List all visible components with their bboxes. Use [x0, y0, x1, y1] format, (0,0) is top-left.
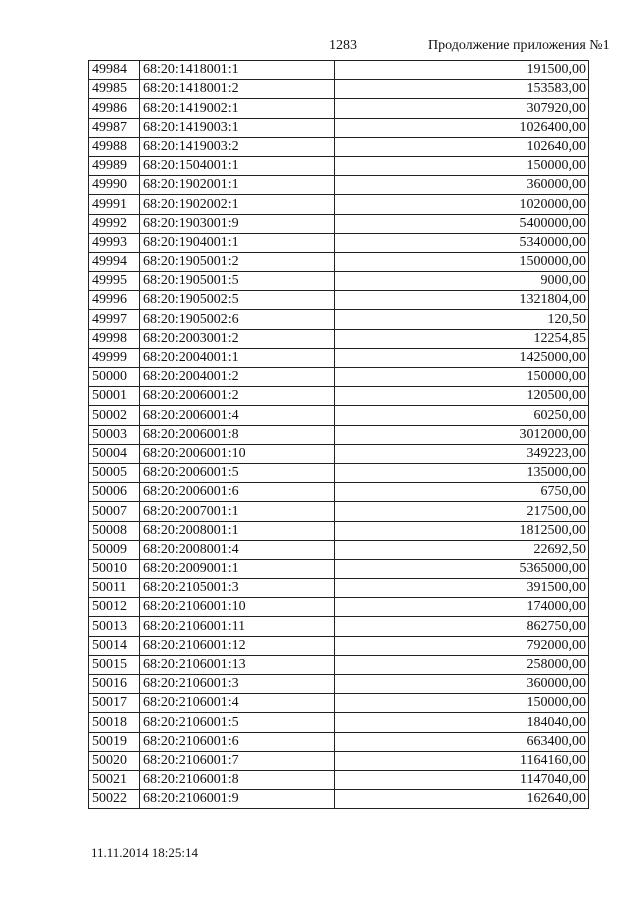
- row-number-cell: 50004: [89, 444, 140, 463]
- table-row: [89, 406, 589, 425]
- cadastral-number-cell: 68:20:1418001:2: [140, 80, 335, 99]
- row-number-cell: 50001: [89, 387, 140, 406]
- cadastral-number-cell: 68:20:2003001:2: [140, 329, 335, 348]
- value-cell: 60250,00: [335, 406, 589, 425]
- row-number-cell: 49984: [89, 61, 140, 80]
- cadastral-number-cell: 68:20:1903001:9: [140, 214, 335, 233]
- value-cell: 12254,85: [335, 329, 589, 348]
- row-number-cell: 50007: [89, 502, 140, 521]
- cadastral-number-cell: 68:20:2008001:1: [140, 521, 335, 540]
- value-cell: 6750,00: [335, 483, 589, 502]
- row-number-cell: 50010: [89, 559, 140, 578]
- table-row: [89, 444, 589, 463]
- cadastral-number-cell: 68:20:2106001:4: [140, 694, 335, 713]
- cadastral-number-cell: 68:20:2106001:9: [140, 790, 335, 809]
- cadastral-number-cell: 68:20:2004001:2: [140, 368, 335, 387]
- row-number-cell: 50020: [89, 751, 140, 770]
- table-row: [89, 368, 589, 387]
- table-row: [89, 387, 589, 406]
- cadastral-number-cell: 68:20:2106001:6: [140, 732, 335, 751]
- value-cell: 150000,00: [335, 694, 589, 713]
- cadastral-number-cell: 68:20:2106001:12: [140, 636, 335, 655]
- cadastral-number-cell: 68:20:1904001:1: [140, 233, 335, 252]
- value-cell: 153583,00: [335, 80, 589, 99]
- value-cell: 102640,00: [335, 137, 589, 156]
- cadastral-number-cell: 68:20:2106001:8: [140, 770, 335, 789]
- row-number-cell: 49988: [89, 137, 140, 156]
- cadastral-number-cell: 68:20:2106001:5: [140, 713, 335, 732]
- cadastral-number-cell: 68:20:1902002:1: [140, 195, 335, 214]
- row-number-cell: 50016: [89, 675, 140, 694]
- value-cell: 5340000,00: [335, 233, 589, 252]
- row-number-cell: 50005: [89, 463, 140, 482]
- value-cell: 349223,00: [335, 444, 589, 463]
- cadastral-number-cell: 68:20:1905001:2: [140, 252, 335, 271]
- row-number-cell: 50014: [89, 636, 140, 655]
- table-row: [89, 252, 589, 271]
- row-number-cell: 50008: [89, 521, 140, 540]
- value-cell: 258000,00: [335, 655, 589, 674]
- cadastral-number-cell: 68:20:1419003:1: [140, 118, 335, 137]
- cadastral-number-cell: 68:20:1418001:1: [140, 61, 335, 80]
- value-cell: 307920,00: [335, 99, 589, 118]
- value-cell: 1425000,00: [335, 348, 589, 367]
- table-row: [89, 675, 589, 694]
- table-row: [89, 636, 589, 655]
- value-cell: 862750,00: [335, 617, 589, 636]
- table-row: [89, 521, 589, 540]
- row-number-cell: 50006: [89, 483, 140, 502]
- table-row: [89, 272, 589, 291]
- table-row: [89, 502, 589, 521]
- row-number-cell: 50018: [89, 713, 140, 732]
- value-cell: 3012000,00: [335, 425, 589, 444]
- cadastral-number-cell: 68:20:2006001:2: [140, 387, 335, 406]
- value-cell: 1500000,00: [335, 252, 589, 271]
- row-number-cell: 49991: [89, 195, 140, 214]
- cadastral-number-cell: 68:20:1905001:5: [140, 272, 335, 291]
- cadastral-number-cell: 68:20:2007001:1: [140, 502, 335, 521]
- cadastral-number-cell: 68:20:2009001:1: [140, 559, 335, 578]
- row-number-cell: 49992: [89, 214, 140, 233]
- table-row: [89, 617, 589, 636]
- table-row: [89, 61, 589, 80]
- row-number-cell: 50017: [89, 694, 140, 713]
- table-row: [89, 80, 589, 99]
- row-number-cell: 49997: [89, 310, 140, 329]
- value-cell: 184040,00: [335, 713, 589, 732]
- table-row: [89, 598, 589, 617]
- value-cell: 1026400,00: [335, 118, 589, 137]
- table-row: [89, 790, 589, 809]
- row-number-cell: 50019: [89, 732, 140, 751]
- cadastral-number-cell: 68:20:2106001:3: [140, 675, 335, 694]
- row-number-cell: 49994: [89, 252, 140, 271]
- row-number-cell: 49996: [89, 291, 140, 310]
- value-cell: 1147040,00: [335, 770, 589, 789]
- cadastral-number-cell: 68:20:2106001:13: [140, 655, 335, 674]
- table-row: [89, 195, 589, 214]
- value-cell: 1812500,00: [335, 521, 589, 540]
- row-number-cell: 49985: [89, 80, 140, 99]
- table-row: [89, 176, 589, 195]
- value-cell: 1020000,00: [335, 195, 589, 214]
- table-row: [89, 233, 589, 252]
- row-number-cell: 50021: [89, 770, 140, 789]
- table-row: [89, 348, 589, 367]
- value-cell: 391500,00: [335, 579, 589, 598]
- row-number-cell: 49995: [89, 272, 140, 291]
- cadastral-number-cell: 68:20:2105001:3: [140, 579, 335, 598]
- cadastral-number-cell: 68:20:1419002:1: [140, 99, 335, 118]
- table-row: [89, 579, 589, 598]
- table-row: [89, 694, 589, 713]
- row-number-cell: 49989: [89, 156, 140, 175]
- registry-table-body: [89, 61, 589, 809]
- value-cell: 217500,00: [335, 502, 589, 521]
- table-row: [89, 425, 589, 444]
- row-number-cell: 50015: [89, 655, 140, 674]
- row-number-cell: 49986: [89, 99, 140, 118]
- table-row: [89, 329, 589, 348]
- value-cell: 162640,00: [335, 790, 589, 809]
- cadastral-number-cell: 68:20:2106001:10: [140, 598, 335, 617]
- value-cell: 663400,00: [335, 732, 589, 751]
- row-number-cell: 49990: [89, 176, 140, 195]
- page-number: 1283: [329, 38, 357, 53]
- value-cell: 120500,00: [335, 387, 589, 406]
- row-number-cell: 50009: [89, 540, 140, 559]
- table-row: [89, 770, 589, 789]
- row-number-cell: 50013: [89, 617, 140, 636]
- value-cell: 120,50: [335, 310, 589, 329]
- value-cell: 135000,00: [335, 463, 589, 482]
- table-row: [89, 751, 589, 770]
- table-row: [89, 483, 589, 502]
- table-row: [89, 655, 589, 674]
- value-cell: 1164160,00: [335, 751, 589, 770]
- cadastral-number-cell: 68:20:2006001:6: [140, 483, 335, 502]
- table-row: [89, 559, 589, 578]
- registry-table: [88, 60, 589, 809]
- cadastral-number-cell: 68:20:2008001:4: [140, 540, 335, 559]
- table-row: [89, 99, 589, 118]
- cadastral-number-cell: 68:20:2006001:5: [140, 463, 335, 482]
- row-number-cell: 50022: [89, 790, 140, 809]
- value-cell: 174000,00: [335, 598, 589, 617]
- row-number-cell: 50012: [89, 598, 140, 617]
- table-row: [89, 463, 589, 482]
- table-row: [89, 156, 589, 175]
- cadastral-number-cell: 68:20:1504001:1: [140, 156, 335, 175]
- cadastral-number-cell: 68:20:1902001:1: [140, 176, 335, 195]
- cadastral-number-cell: 68:20:1905002:6: [140, 310, 335, 329]
- cadastral-number-cell: 68:20:2006001:10: [140, 444, 335, 463]
- row-number-cell: 50002: [89, 406, 140, 425]
- value-cell: 1321804,00: [335, 291, 589, 310]
- appendix-title: Продолжение приложения №1: [428, 38, 610, 53]
- value-cell: 150000,00: [335, 156, 589, 175]
- row-number-cell: 49993: [89, 233, 140, 252]
- row-number-cell: 50000: [89, 368, 140, 387]
- row-number-cell: 50011: [89, 579, 140, 598]
- value-cell: 5400000,00: [335, 214, 589, 233]
- table-row: [89, 732, 589, 751]
- table-row: [89, 540, 589, 559]
- value-cell: 360000,00: [335, 176, 589, 195]
- row-number-cell: 50003: [89, 425, 140, 444]
- table-row: [89, 310, 589, 329]
- value-cell: 792000,00: [335, 636, 589, 655]
- row-number-cell: 49999: [89, 348, 140, 367]
- cadastral-number-cell: 68:20:2004001:1: [140, 348, 335, 367]
- cadastral-number-cell: 68:20:2006001:4: [140, 406, 335, 425]
- value-cell: 360000,00: [335, 675, 589, 694]
- cadastral-number-cell: 68:20:2106001:7: [140, 751, 335, 770]
- table-row: [89, 137, 589, 156]
- table-row: [89, 291, 589, 310]
- value-cell: 191500,00: [335, 61, 589, 80]
- value-cell: 22692,50: [335, 540, 589, 559]
- cadastral-number-cell: 68:20:1905002:5: [140, 291, 335, 310]
- table-row: [89, 118, 589, 137]
- table-row: [89, 713, 589, 732]
- table-row: [89, 214, 589, 233]
- value-cell: 150000,00: [335, 368, 589, 387]
- value-cell: 5365000,00: [335, 559, 589, 578]
- footer-timestamp: 11.11.2014 18:25:14: [91, 845, 199, 860]
- cadastral-number-cell: 68:20:2006001:8: [140, 425, 335, 444]
- row-number-cell: 49998: [89, 329, 140, 348]
- cadastral-number-cell: 68:20:2106001:11: [140, 617, 335, 636]
- cadastral-number-cell: 68:20:1419003:2: [140, 137, 335, 156]
- row-number-cell: 49987: [89, 118, 140, 137]
- value-cell: 9000,00: [335, 272, 589, 291]
